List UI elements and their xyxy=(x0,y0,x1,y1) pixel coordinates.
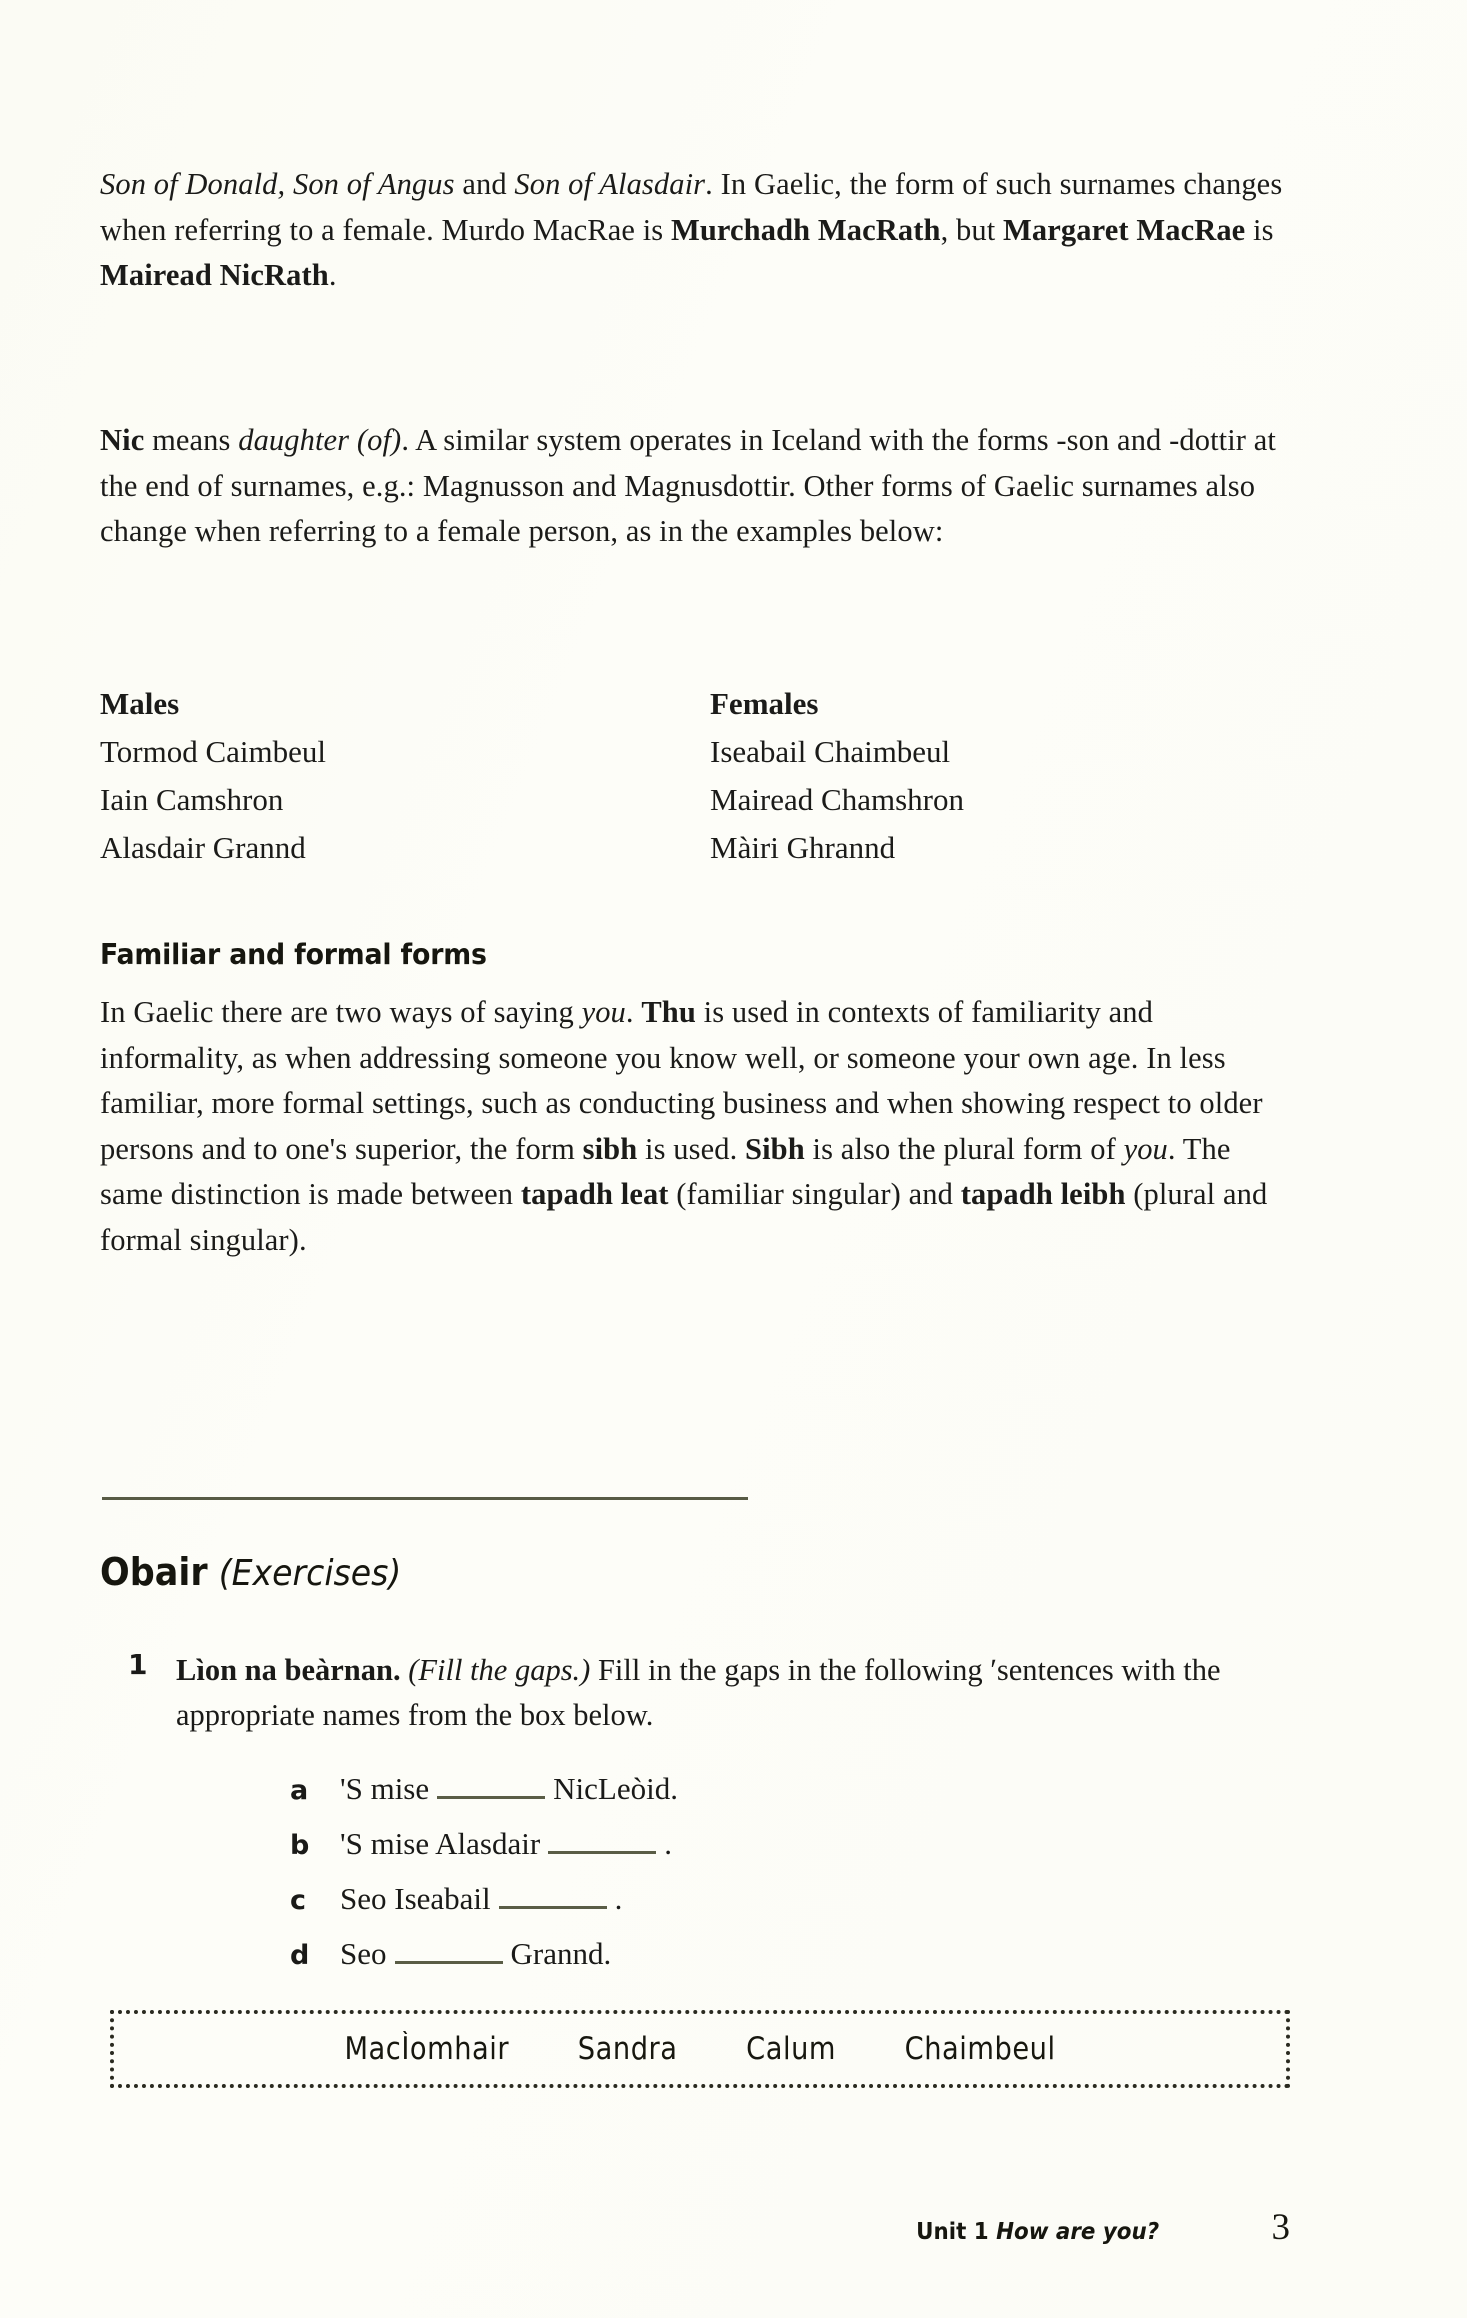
p3-seg13: (familiar singular) and xyxy=(668,1177,961,1211)
table-row xyxy=(100,728,1200,776)
exercise-title-gaelic: Lìon na beàrnan. xyxy=(176,1653,401,1687)
obair-word: Obair xyxy=(100,1550,208,1594)
p3-bold-tapadh-leibh: tapadh leibh xyxy=(960,1177,1126,1211)
answer-blank-d[interactable] xyxy=(395,1935,503,1964)
table-row xyxy=(100,776,1200,824)
female-name-1: Iseabail Chaimbeul xyxy=(710,734,951,769)
p3-bold-sibh-cap: Sibh xyxy=(745,1131,805,1166)
p1-italic-seg3: Son of Alasdair xyxy=(514,167,706,201)
p1-italic-seg1: Son of Donald, Son of Angus xyxy=(100,167,455,201)
p3-seg15: (plural and formal singular). xyxy=(100,1177,1268,1257)
p2-seg4: . A similar system operates in Iceland with the forms -son and -dottir at the end of surnames, e.g.: Magnusson and Magnusdottir. Other forms of Gaelic surnames also change when referring to a female person, as in the examples below: xyxy=(100,423,1276,548)
footer-unit-label xyxy=(916,2219,1159,2245)
footer-unit-number: Unit 1 xyxy=(915,2219,989,2245)
section-divider-rule xyxy=(102,1497,748,1500)
p3-seg7: is used. xyxy=(637,1131,746,1166)
p3-bold-thu: Thu xyxy=(641,995,696,1029)
p1-seg10: . xyxy=(328,258,337,292)
male-name-1: Tormod Caimbeul xyxy=(100,734,326,769)
p1-bold-murchadh: Murchadh MacRath xyxy=(670,212,941,247)
page-number: 3 xyxy=(1271,2207,1290,2248)
obair-translation: (Exercises) xyxy=(218,1553,402,1594)
word-bank-item-3[interactable]: Calum xyxy=(746,2031,836,2067)
word-bank-item-2[interactable]: Sandra xyxy=(577,2031,678,2067)
names-comparison-table xyxy=(100,680,1200,872)
subitem-letter-c: c xyxy=(290,1885,307,1916)
word-bank-list xyxy=(344,2031,1055,2067)
p1-seg6: , but xyxy=(940,212,1004,247)
p3-seg11: . The same distinction is made between xyxy=(100,1131,1231,1211)
exercise-instruction-text: Fill in the gaps in the following ʹsentences with the appropriate names from the box below. xyxy=(176,1653,1221,1732)
exercise-subitem-list xyxy=(290,1770,678,1990)
list-item[interactable] xyxy=(290,1825,678,1880)
word-bank-item-1[interactable]: MacÌomhair xyxy=(344,2031,510,2067)
male-name-3: Alasdair Grannd xyxy=(100,830,306,865)
list-item[interactable] xyxy=(290,1770,678,1825)
p2-italic-daughter: daughter (of) xyxy=(238,423,402,457)
p1-seg8: is xyxy=(1245,212,1274,247)
p3-italic-you-1: you xyxy=(581,995,626,1029)
p1-bold-margaret: Margaret MacRae xyxy=(1003,212,1246,247)
exercise-number: 1 xyxy=(128,1648,148,1681)
exercise-instruction xyxy=(176,1648,1308,1738)
subitem-text-c-before: Seo Iseabail xyxy=(340,1881,491,1916)
table-row xyxy=(100,824,1200,872)
footer-unit-title: How are you? xyxy=(995,2219,1159,2245)
page-footer xyxy=(100,2206,1290,2249)
section-heading-obair xyxy=(100,1550,401,1594)
p3-seg3: . xyxy=(625,995,642,1029)
exercise-item-1 xyxy=(128,1648,1308,1738)
p3-seg1: In Gaelic there are two ways of saying xyxy=(100,995,582,1029)
p3-seg9: is also the plural form of xyxy=(804,1131,1124,1166)
paragraph-surnames xyxy=(100,162,1290,299)
subitem-text-b-before: 'S mise Alasdair xyxy=(340,1826,541,1861)
list-item[interactable] xyxy=(290,1935,678,1990)
section-heading-familiar-formal: Familiar and formal forms xyxy=(100,938,487,971)
subitem-text-c-after: . xyxy=(614,1881,623,1916)
p3-bold-tapadh-leat: tapadh leat xyxy=(520,1177,669,1211)
female-name-2: Mairead Chamshron xyxy=(710,782,964,817)
paragraph-nic-means xyxy=(100,418,1290,555)
p1-seg4: . In Gaelic, the form of such surnames changes when referring to a female. Murdo MacRae is xyxy=(100,167,1283,247)
answer-blank-c[interactable] xyxy=(499,1880,607,1909)
word-bank-box xyxy=(110,2010,1290,2088)
p1-seg2: and xyxy=(454,167,515,201)
column-header-females: Females xyxy=(710,686,819,721)
column-header-males: Males xyxy=(100,686,180,721)
subitem-text-b-after: . xyxy=(664,1826,672,1861)
p2-seg2: means xyxy=(144,423,239,457)
subitem-text-d-before: Seo xyxy=(340,1936,387,1971)
female-name-3: Màiri Ghrannd xyxy=(710,830,896,865)
list-item[interactable] xyxy=(290,1880,678,1935)
subitem-letter-d: d xyxy=(290,1940,310,1971)
p2-bold-nic: Nic xyxy=(100,423,145,457)
table-header-row xyxy=(100,680,1200,728)
word-bank-item-4[interactable]: Chaimbeul xyxy=(904,2031,1056,2067)
subitem-text-d-after: Grannd. xyxy=(510,1936,612,1971)
p1-bold-mairead: Mairead NicRath xyxy=(100,258,329,292)
answer-blank-a[interactable] xyxy=(437,1770,545,1799)
subitem-text-a-before: 'S mise xyxy=(340,1771,430,1806)
subitem-letter-a: a xyxy=(290,1775,309,1806)
subitem-text-a-after: NicLeòid. xyxy=(553,1771,678,1806)
exercise-title-translation: (Fill the gaps.) xyxy=(408,1653,591,1687)
p3-seg5: is used in contexts of familiarity and informality, as when addressing someone you know well, or someone your own age. In less familiar, more formal settings, such as conducting business and when showing respect to older persons and to one's superior, the form xyxy=(100,995,1263,1166)
paragraph-familiar-formal xyxy=(100,990,1300,1263)
p3-italic-you-2: you xyxy=(1123,1131,1168,1166)
subitem-letter-b: b xyxy=(290,1830,310,1861)
answer-blank-b[interactable] xyxy=(548,1825,656,1854)
p3-bold-sibh: sibh xyxy=(582,1131,638,1166)
male-name-2: Iain Camshron xyxy=(100,782,284,817)
